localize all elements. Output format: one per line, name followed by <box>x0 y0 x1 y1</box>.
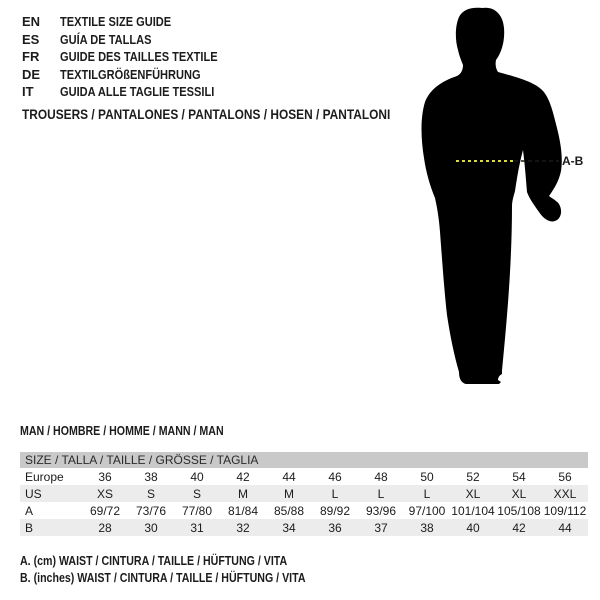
size-cell: 101/104 <box>451 503 495 518</box>
size-cell: 54 <box>512 469 526 484</box>
size-cell: M <box>284 486 294 501</box>
footnote-a-text: A. (cm) WAIST / CINTURA / TAILLE / HÜFTUNG / VITA <box>20 554 288 568</box>
size-cell: L <box>423 486 431 501</box>
size-cell: 36 <box>98 469 112 484</box>
size-cell: 31 <box>190 520 204 535</box>
footnote-a <box>20 553 356 570</box>
man-figure <box>400 0 600 420</box>
size-cell: XL <box>465 486 481 501</box>
size-cell: 77/80 <box>181 503 213 518</box>
guide-title-es: GUÍA DE TALLAS <box>60 31 152 47</box>
language-row-en <box>22 13 245 31</box>
size-cell: 42 <box>512 520 526 535</box>
size-cell: 105/108 <box>497 503 541 518</box>
language-title-list <box>22 13 245 101</box>
size-cell: 38 <box>420 520 434 535</box>
size-cell: L <box>331 486 339 501</box>
man-silhouette <box>422 8 562 384</box>
size-cell: 37 <box>374 520 388 535</box>
size-cell: M <box>238 486 248 501</box>
footnote-b-text: B. (inches) WAIST / CINTURA / TAILLE / HÜFTUNG / VITA <box>20 570 306 585</box>
row-label: B <box>25 520 34 535</box>
size-cell: 36 <box>328 520 342 535</box>
size-table <box>20 452 588 536</box>
garment-category-title <box>22 106 455 122</box>
size-table-header-text: SIZE / TALLA / TAILLE / GRÖSSE / TAGLIA <box>25 453 259 467</box>
size-cell: 44 <box>282 469 296 484</box>
size-table-row-us <box>20 485 588 502</box>
guide-title-en: TEXTILE SIZE GUIDE <box>60 14 172 30</box>
size-cell: 69/72 <box>89 503 121 518</box>
size-cell: 48 <box>374 469 388 484</box>
waist-measure-label: A-B <box>562 154 584 168</box>
row-label: A <box>25 503 34 518</box>
size-table-row-a <box>20 502 588 519</box>
size-cell: L <box>377 486 385 501</box>
guide-title-fr: GUIDE DES TAILLES TEXTILE <box>60 49 218 65</box>
size-table-row-europe <box>20 468 588 485</box>
size-cell: 73/76 <box>135 503 167 518</box>
garment-category-text: TROUSERS / PANTALONES / PANTALONS / HOSEN / PANTALONI <box>22 106 391 122</box>
language-code: FR <box>22 49 40 65</box>
size-cell: 85/88 <box>273 503 305 518</box>
size-cell: 50 <box>420 469 434 484</box>
size-cell: 40 <box>466 520 480 535</box>
size-table-row-b <box>20 519 588 536</box>
size-cell: 52 <box>466 469 480 484</box>
language-code: ES <box>22 31 40 47</box>
language-row-de <box>22 66 245 84</box>
size-cell: 34 <box>282 520 296 535</box>
footnote-b <box>20 570 356 587</box>
size-cell: 38 <box>144 469 158 484</box>
row-label: Europe <box>25 469 64 484</box>
language-row-fr <box>22 48 245 66</box>
size-cell: 30 <box>144 520 158 535</box>
size-cell: 42 <box>236 469 250 484</box>
size-cell: 44 <box>558 520 572 535</box>
measurement-footnotes <box>20 553 356 586</box>
language-code: IT <box>22 84 34 100</box>
language-row-es <box>22 31 245 49</box>
language-row-it <box>22 83 245 101</box>
size-cell: 28 <box>98 520 112 535</box>
size-cell: XL <box>511 486 527 501</box>
size-cell: S <box>146 486 155 501</box>
gender-heading-text: MAN / HOMBRE / HOMME / MANN / MAN <box>20 424 224 438</box>
size-cell: 56 <box>558 469 572 484</box>
language-code: EN <box>22 14 41 30</box>
size-cell: 97/100 <box>408 503 446 518</box>
size-cell: 93/96 <box>365 503 397 518</box>
size-cell: 40 <box>190 469 204 484</box>
size-cell: 32 <box>236 520 250 535</box>
guide-title-it: GUIDA ALLE TAGLIE TESSILI <box>60 84 215 100</box>
row-label: US <box>25 486 42 501</box>
gender-heading <box>20 424 260 438</box>
size-table-body <box>20 468 588 536</box>
size-cell: S <box>192 486 201 501</box>
size-cell: 89/92 <box>319 503 351 518</box>
size-cell: XXL <box>553 486 577 501</box>
size-cell: 46 <box>328 469 342 484</box>
size-cell: 109/112 <box>543 503 587 518</box>
guide-title-de: TEXTILGRÖßENFÜHRUNG <box>60 66 201 82</box>
size-cell: 81/84 <box>227 503 259 518</box>
size-table-header <box>20 452 588 468</box>
language-code: DE <box>22 66 41 82</box>
size-cell: XS <box>96 486 113 501</box>
